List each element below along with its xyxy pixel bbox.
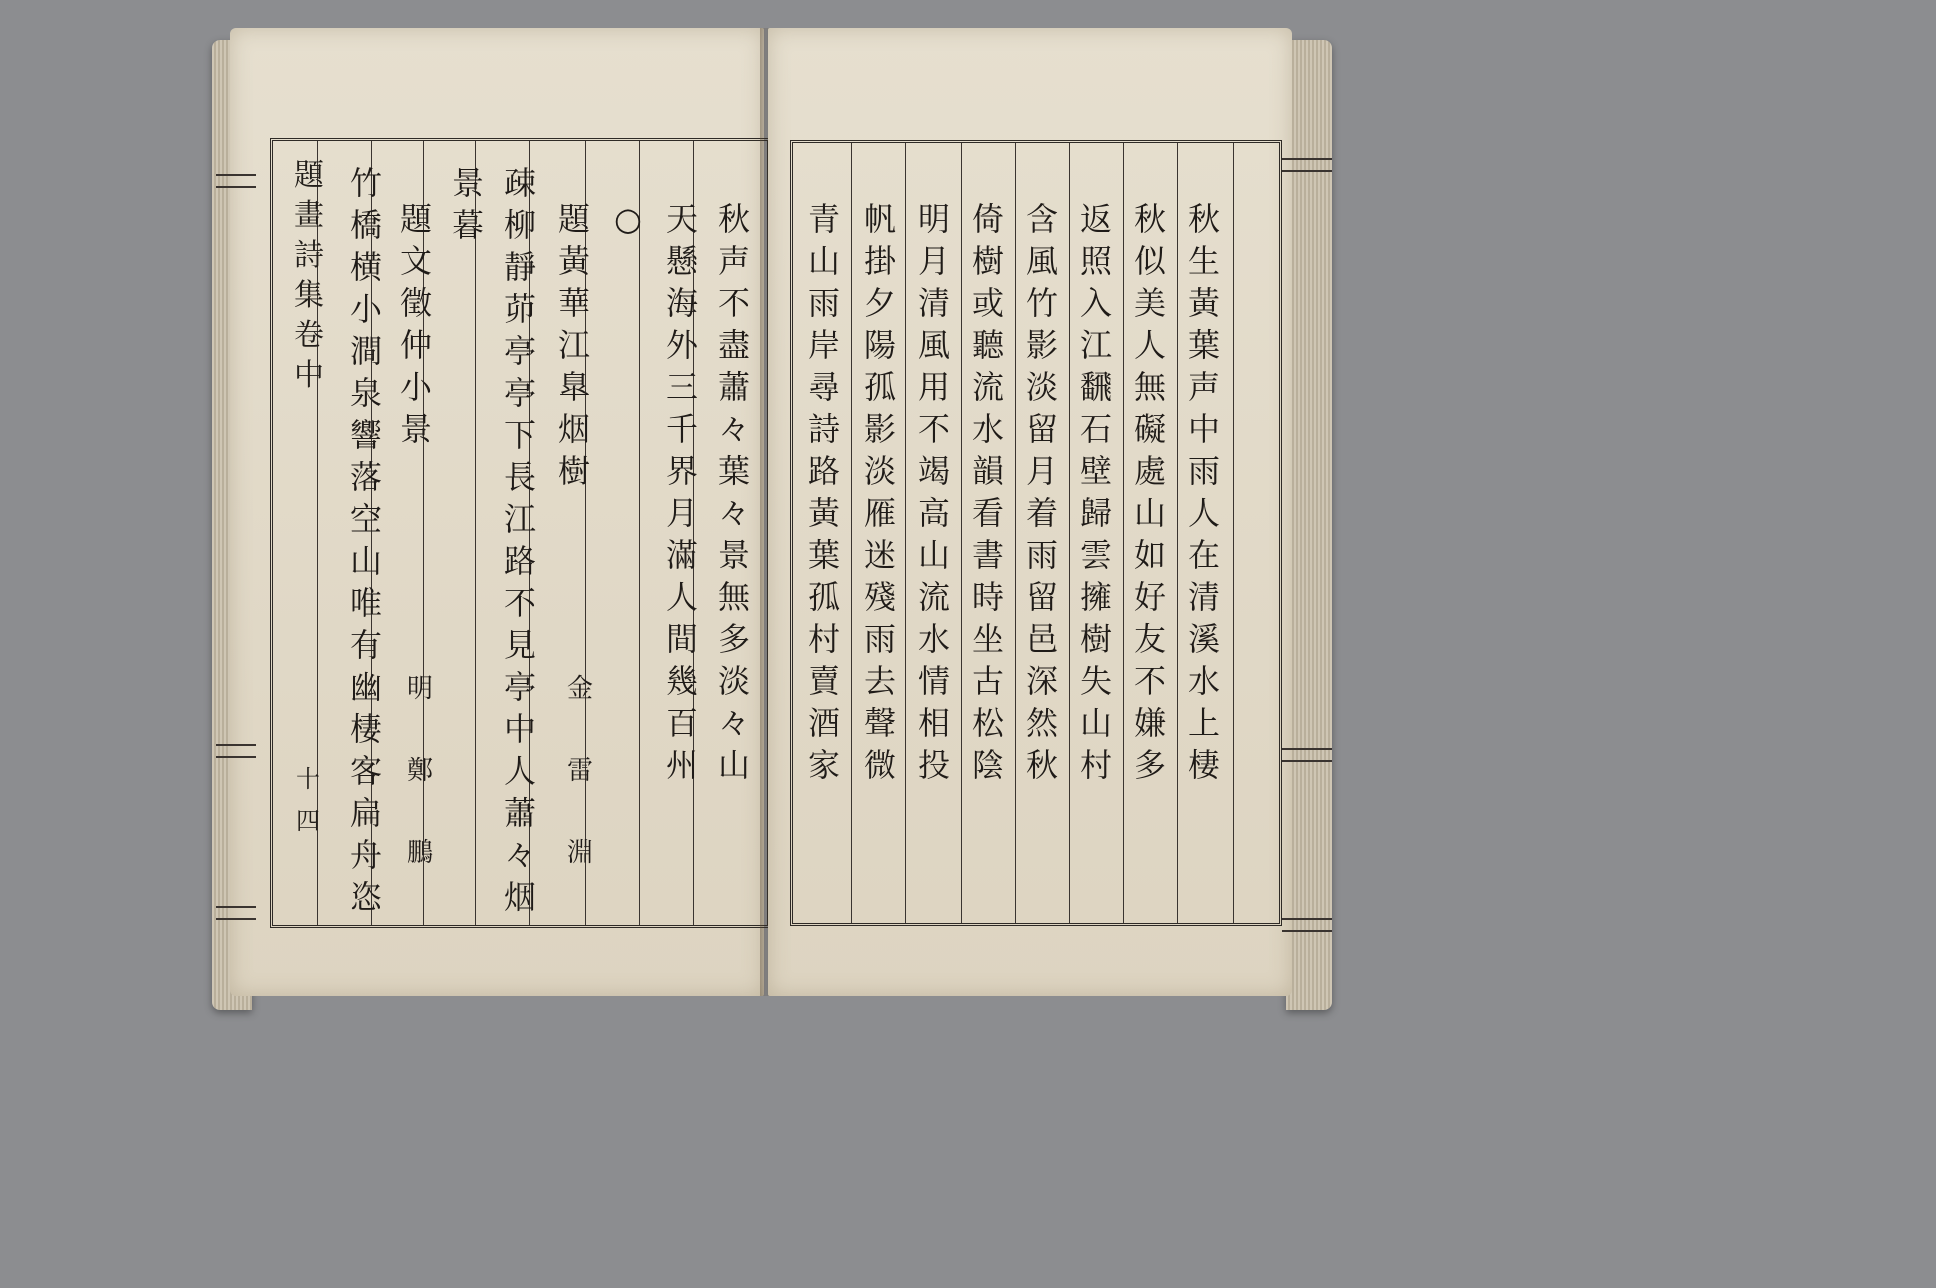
text-char: 疎 xyxy=(503,164,536,202)
text-char: 三 xyxy=(665,368,698,406)
right-column-3 xyxy=(1076,198,1116,786)
column-rule xyxy=(475,141,476,925)
right-column-4 xyxy=(1022,198,1062,786)
text-char: 路 xyxy=(807,452,840,490)
text-char: 江 xyxy=(557,326,590,364)
text-char: 千 xyxy=(665,410,698,448)
text-char: 風 xyxy=(1025,242,1058,280)
text-char: 擁 xyxy=(1079,578,1112,616)
text-char: 賣 xyxy=(807,662,840,700)
author-2 xyxy=(400,668,440,874)
text-char: 竹 xyxy=(349,164,382,202)
text-char: 空 xyxy=(349,500,382,538)
text-char: 青 xyxy=(807,200,840,238)
text-char: 山 xyxy=(807,242,840,280)
text-char: 題 xyxy=(399,200,432,238)
text-char: 茆 xyxy=(503,290,536,328)
text-char: 州 xyxy=(665,746,698,784)
text-char: 々 xyxy=(717,704,750,742)
text-char: 無 xyxy=(717,578,750,616)
text-char: 似 xyxy=(1133,242,1166,280)
right-page-edges xyxy=(1286,40,1332,1010)
left-column-8 xyxy=(346,162,386,918)
text-char: 間 xyxy=(665,620,698,658)
text-char: 下 xyxy=(503,416,536,454)
text-char: 淡 xyxy=(1025,368,1058,406)
text-char: 美 xyxy=(1133,284,1166,322)
text-char: 々 xyxy=(503,836,536,874)
text-char: 華 xyxy=(557,284,590,322)
text-char: 外 xyxy=(665,326,698,364)
text-char: 飜 xyxy=(1079,368,1112,406)
left-page xyxy=(230,28,764,996)
text-char: 路 xyxy=(503,542,536,580)
text-char: 不 xyxy=(503,584,536,622)
text-char: 石 xyxy=(1079,410,1112,448)
text-char: 礙 xyxy=(1133,410,1166,448)
text-char: 江 xyxy=(1079,326,1112,364)
text-char: 流 xyxy=(917,578,950,616)
left-column-7 xyxy=(396,198,436,450)
column-rule xyxy=(1177,143,1178,923)
text-char: 秋 xyxy=(1133,200,1166,238)
fish-tail-mark xyxy=(216,906,256,920)
text-char: 月 xyxy=(917,242,950,280)
text-char: 着 xyxy=(1025,494,1058,532)
text-char: 棲 xyxy=(349,710,382,748)
text-char: 尋 xyxy=(807,368,840,406)
text-char: 然 xyxy=(1025,704,1058,742)
text-char: 中 xyxy=(503,710,536,748)
column-rule xyxy=(1015,143,1016,923)
left-column-4 xyxy=(554,198,594,492)
column-rule xyxy=(1123,143,1124,923)
text-char: 溪 xyxy=(1187,620,1220,658)
text-char: 深 xyxy=(1025,662,1058,700)
text-char: 舟 xyxy=(349,836,382,874)
text-char: 迷 xyxy=(863,536,896,574)
text-char: 仲 xyxy=(399,326,432,364)
text-char: 夕 xyxy=(863,284,896,322)
text-char: 雲 xyxy=(1079,536,1112,574)
text-char: 嫌 xyxy=(1133,704,1166,742)
text-char: 竭 xyxy=(917,452,950,490)
right-page xyxy=(768,28,1292,996)
left-column-1 xyxy=(714,198,754,786)
text-char: 人 xyxy=(1187,494,1220,532)
column-rule xyxy=(851,143,852,923)
spine-title-char: 詩 xyxy=(294,238,324,273)
text-char: 入 xyxy=(1079,284,1112,322)
text-char: 雨 xyxy=(807,284,840,322)
text-char: 扁 xyxy=(349,794,382,832)
column-rule xyxy=(961,143,962,923)
text-char: 々 xyxy=(717,410,750,448)
text-char: 々 xyxy=(717,494,750,532)
open-book xyxy=(212,28,1332,1010)
right-column-8 xyxy=(804,198,844,786)
text-char: 邑 xyxy=(1025,620,1058,658)
text-char: 暮 xyxy=(451,206,484,244)
text-char: 聽 xyxy=(971,326,1004,364)
text-char: 殘 xyxy=(863,578,896,616)
text-char: 澗 xyxy=(349,332,382,370)
text-char: 影 xyxy=(863,410,896,448)
text-char: 雨 xyxy=(1187,452,1220,490)
text-char: 恣 xyxy=(349,878,382,916)
text-char: 月 xyxy=(1025,452,1058,490)
author-1-dynasty: 金 xyxy=(566,674,593,704)
spine-title-char: 畫 xyxy=(294,198,324,233)
text-char: 好 xyxy=(1133,578,1166,616)
text-char: 黃 xyxy=(1187,284,1220,322)
fish-tail-mark xyxy=(216,174,256,188)
text-char: 去 xyxy=(863,662,896,700)
text-char: 烟 xyxy=(503,878,536,916)
author-2-dynasty: 明 xyxy=(406,674,433,704)
text-char: 幽 xyxy=(349,668,382,706)
text-char: 不 xyxy=(1133,662,1166,700)
text-char: 處 xyxy=(1133,452,1166,490)
text-char: 流 xyxy=(971,368,1004,406)
text-char: 長 xyxy=(503,458,536,496)
text-char: 用 xyxy=(917,368,950,406)
text-char: 景 xyxy=(399,410,432,448)
spine-title-char: 題 xyxy=(294,158,324,193)
text-char: 水 xyxy=(1187,662,1220,700)
text-char: 返 xyxy=(1079,200,1112,238)
text-char: 看 xyxy=(971,494,1004,532)
text-char: 声 xyxy=(717,242,750,280)
text-char: 横 xyxy=(349,248,382,286)
text-char: 不 xyxy=(717,284,750,322)
text-char: 友 xyxy=(1133,620,1166,658)
text-char: 天 xyxy=(665,200,698,238)
text-char: 文 xyxy=(399,242,432,280)
text-char: 風 xyxy=(917,326,950,364)
text-char: 書 xyxy=(971,536,1004,574)
text-char: 臯 xyxy=(557,368,590,406)
text-char: 村 xyxy=(807,620,840,658)
text-char: 亭 xyxy=(503,668,536,706)
text-char: 在 xyxy=(1187,536,1220,574)
text-char: 含 xyxy=(1025,200,1058,238)
right-column-6 xyxy=(914,198,954,786)
right-column-2 xyxy=(1130,198,1170,786)
fish-tail-mark xyxy=(1282,918,1332,932)
text-char: 酒 xyxy=(807,704,840,742)
text-char: 雨 xyxy=(863,620,896,658)
text-char: 影 xyxy=(1025,326,1058,364)
text-char: 掛 xyxy=(863,242,896,280)
text-char: 陽 xyxy=(863,326,896,364)
text-char: 上 xyxy=(1187,704,1220,742)
column-rule xyxy=(1069,143,1070,923)
text-char: 亭 xyxy=(503,374,536,412)
text-char: 家 xyxy=(807,746,840,784)
text-char: 淡 xyxy=(717,662,750,700)
text-char: 棲 xyxy=(1187,746,1220,784)
text-char: 山 xyxy=(717,746,750,784)
text-char: 黃 xyxy=(807,494,840,532)
text-char: 秋 xyxy=(1025,746,1058,784)
text-char: 山 xyxy=(349,542,382,580)
text-char: 蕭 xyxy=(503,794,536,832)
right-column-7 xyxy=(860,198,900,786)
text-char: 多 xyxy=(1133,746,1166,784)
text-char: 韻 xyxy=(971,452,1004,490)
text-char: 山 xyxy=(1079,704,1112,742)
folio-char: 四 xyxy=(296,807,320,835)
text-char: 江 xyxy=(503,500,536,538)
text-char: 詩 xyxy=(807,410,840,448)
text-char: 雁 xyxy=(863,494,896,532)
author-1 xyxy=(560,668,600,874)
text-char: 不 xyxy=(917,410,950,448)
text-char: 樹 xyxy=(971,242,1004,280)
text-char: 響 xyxy=(349,416,382,454)
text-char: 海 xyxy=(665,284,698,322)
author-name-char: 鄭 xyxy=(406,756,433,786)
text-char: 無 xyxy=(1133,368,1166,406)
text-char: 陰 xyxy=(971,746,1004,784)
left-column-2 xyxy=(662,198,702,786)
text-char: 秋 xyxy=(1187,200,1220,238)
text-char: 聲 xyxy=(863,704,896,742)
text-char: 人 xyxy=(503,752,536,790)
text-char: 清 xyxy=(917,284,950,322)
text-char: 靜 xyxy=(503,248,536,286)
text-char: 竹 xyxy=(1025,284,1058,322)
fish-tail-mark xyxy=(1282,748,1332,762)
text-char: 帆 xyxy=(863,200,896,238)
column-rule xyxy=(639,141,640,925)
text-char: 有 xyxy=(349,626,382,664)
text-char: 坐 xyxy=(971,620,1004,658)
spine-title-char: 集 xyxy=(294,278,324,313)
text-char: 清 xyxy=(1187,578,1220,616)
text-char: 樹 xyxy=(557,452,590,490)
text-char: 烟 xyxy=(557,410,590,448)
text-char: 時 xyxy=(971,578,1004,616)
text-char: 界 xyxy=(665,452,698,490)
column-rule xyxy=(1233,143,1234,923)
text-char: 橋 xyxy=(349,206,382,244)
text-char: 景 xyxy=(717,536,750,574)
text-char: 柳 xyxy=(503,206,536,244)
fish-tail-mark xyxy=(216,744,256,758)
text-char: 水 xyxy=(917,620,950,658)
text-char: 倚 xyxy=(971,200,1004,238)
text-char: 古 xyxy=(971,662,1004,700)
text-char: 客 xyxy=(349,752,382,790)
text-char: 景 xyxy=(451,164,484,202)
text-char: 投 xyxy=(917,746,950,784)
text-char: 中 xyxy=(1187,410,1220,448)
text-char: 水 xyxy=(971,410,1004,448)
text-char: 淡 xyxy=(863,452,896,490)
text-char: 秋 xyxy=(717,200,750,238)
folio-number xyxy=(286,758,330,842)
text-char: 高 xyxy=(917,494,950,532)
text-char: 村 xyxy=(1079,746,1112,784)
spine-title-char: 卷 xyxy=(294,318,324,353)
text-char: 情 xyxy=(917,662,950,700)
text-char: 小 xyxy=(349,290,382,328)
spine-title xyxy=(290,156,328,396)
text-char: 声 xyxy=(1187,368,1220,406)
text-char: 山 xyxy=(1133,494,1166,532)
text-char: 留 xyxy=(1025,410,1058,448)
right-column-1 xyxy=(1184,198,1224,786)
text-char: 明 xyxy=(917,200,950,238)
text-char: 百 xyxy=(665,704,698,742)
text-char: 松 xyxy=(971,704,1004,742)
text-char: 雨 xyxy=(1025,536,1058,574)
text-char: 月 xyxy=(665,494,698,532)
text-char: 山 xyxy=(917,536,950,574)
text-char: 滿 xyxy=(665,536,698,574)
text-char: 亭 xyxy=(503,332,536,370)
text-char: 人 xyxy=(1133,326,1166,364)
column-rule xyxy=(905,143,906,923)
text-char: 岸 xyxy=(807,326,840,364)
author-name-char: 鵬 xyxy=(406,838,433,868)
text-char: 小 xyxy=(399,368,432,406)
text-char: 見 xyxy=(503,626,536,664)
author-name-char: 雷 xyxy=(566,756,593,786)
text-char: 葉 xyxy=(717,452,750,490)
right-column-5 xyxy=(968,198,1008,786)
folio-char: 十 xyxy=(296,765,320,793)
text-char: 題 xyxy=(557,200,590,238)
author-name-char: 淵 xyxy=(566,838,593,868)
text-char: 樹 xyxy=(1079,620,1112,658)
text-char: 如 xyxy=(1133,536,1166,574)
text-char: 人 xyxy=(665,578,698,616)
text-char: 泉 xyxy=(349,374,382,412)
text-char: 留 xyxy=(1025,578,1058,616)
text-char: 生 xyxy=(1187,242,1220,280)
text-char: 幾 xyxy=(665,662,698,700)
text-char: 黃 xyxy=(557,242,590,280)
text-char: 微 xyxy=(863,746,896,784)
left-column-3 xyxy=(608,198,648,240)
left-column-6 xyxy=(448,162,488,246)
text-char: 或 xyxy=(971,284,1004,322)
text-char: 葉 xyxy=(1187,326,1220,364)
text-char: 徵 xyxy=(399,284,432,322)
text-char: 孤 xyxy=(807,578,840,616)
text-char: 失 xyxy=(1079,662,1112,700)
left-column-5 xyxy=(500,162,540,918)
text-char: 蕭 xyxy=(717,368,750,406)
text-char: 壁 xyxy=(1079,452,1112,490)
text-char: 唯 xyxy=(349,584,382,622)
text-char: 盡 xyxy=(717,326,750,364)
text-char: 多 xyxy=(717,620,750,658)
text-char: 歸 xyxy=(1079,494,1112,532)
text-char: 孤 xyxy=(863,368,896,406)
spine-title-char: 中 xyxy=(294,358,324,393)
text-char: 相 xyxy=(917,704,950,742)
text-char: 照 xyxy=(1079,242,1112,280)
text-char: 懸 xyxy=(665,242,698,280)
fish-tail-mark xyxy=(1282,158,1332,172)
text-char: 葉 xyxy=(807,536,840,574)
text-char: ○ xyxy=(614,200,642,238)
text-char: 落 xyxy=(349,458,382,496)
